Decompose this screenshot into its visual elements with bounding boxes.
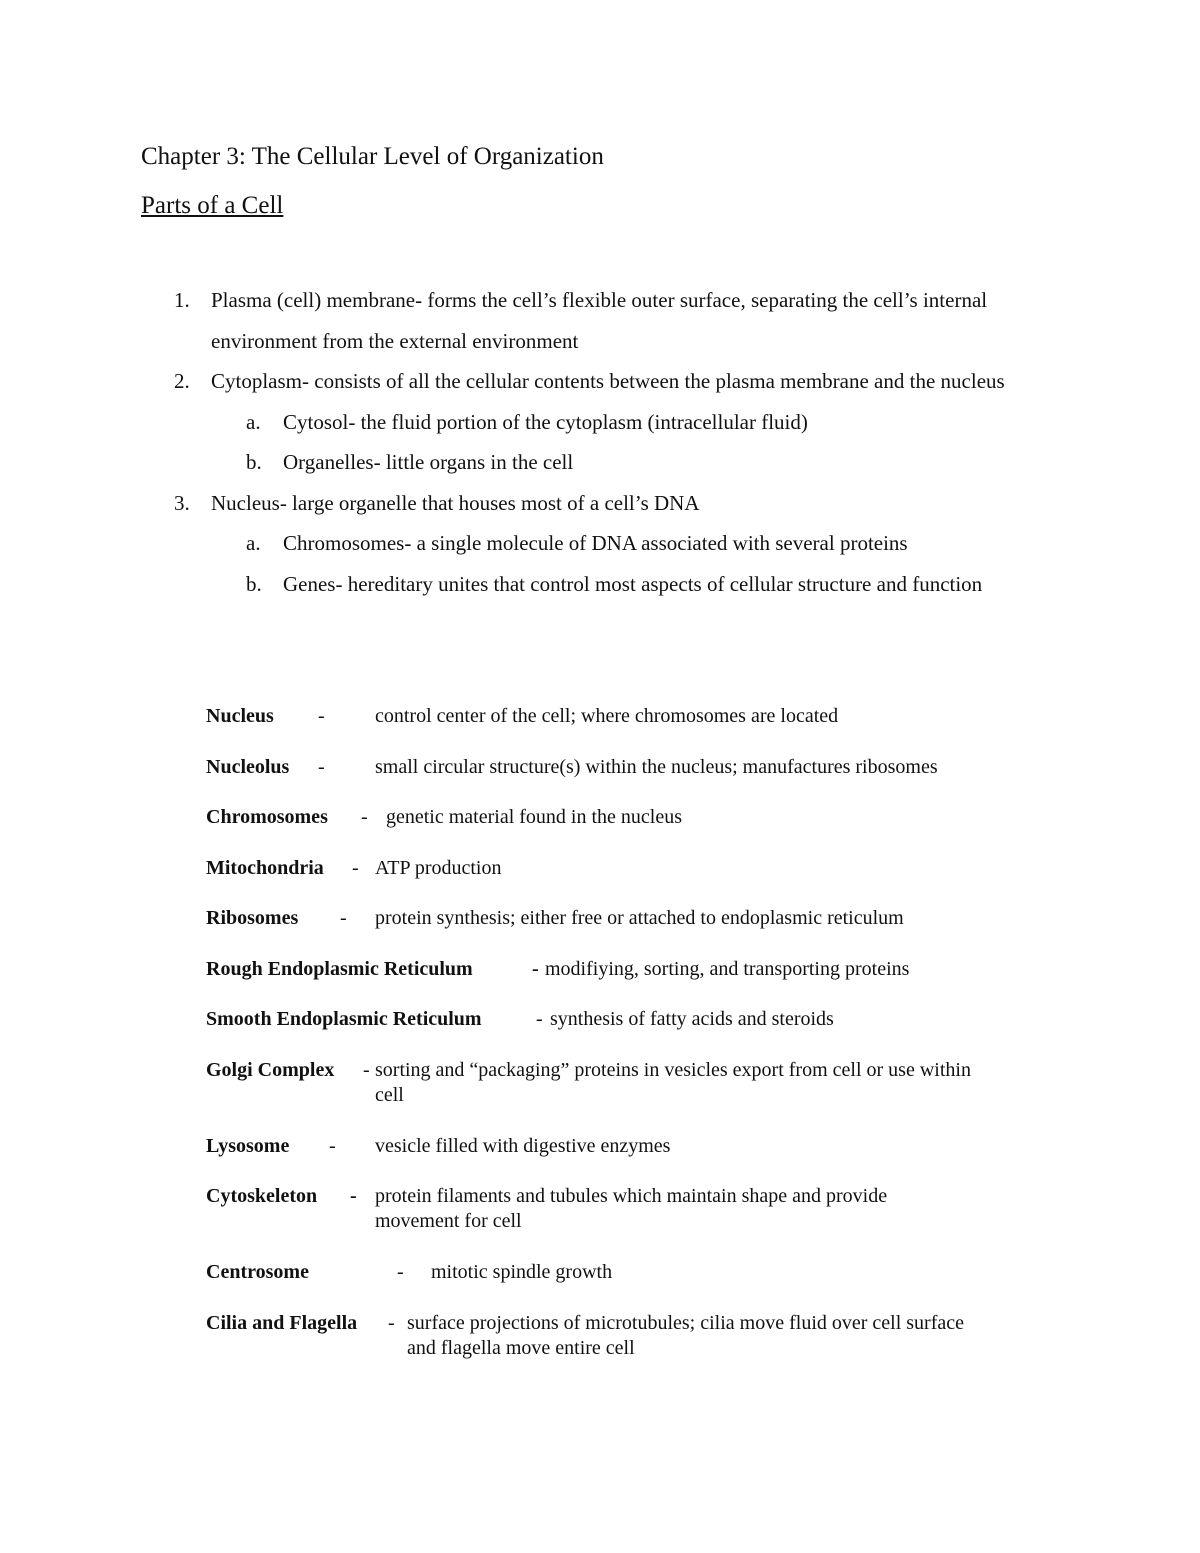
glossary-dash: - xyxy=(352,857,359,879)
list-item-text: Nucleus- large organelle that houses most of a cell’s DNA xyxy=(211,490,700,515)
glossary-dash: - xyxy=(361,806,368,828)
glossary-term: Cilia and Flagella xyxy=(206,1312,358,1334)
chapter-title: Chapter 3: The Cellular Level of Organization xyxy=(141,143,604,170)
list-item-text: Cytoplasm- consists of all the cellular contents between the plasma membrane and the nucleus xyxy=(211,369,1005,393)
glossary-dash: - xyxy=(397,1261,404,1283)
glossary-dash: - xyxy=(329,1135,336,1157)
glossary-dash: - xyxy=(388,1312,395,1334)
glossary-definition: surface projections of microtubules; cilia move fluid over cell surface and flagella move entire cell xyxy=(407,1312,965,1359)
list-item xyxy=(0,280,1041,361)
glossary-term: Centrosome xyxy=(206,1261,309,1283)
sub-list-item xyxy=(0,402,1043,443)
glossary-term: Golgi Complex xyxy=(206,1059,335,1081)
glossary-dash: - xyxy=(363,1059,370,1081)
list-item-text: Plasma (cell) membrane- forms the cell’s flexible outer surface, separating the cell’s internal environment from the external environment xyxy=(211,288,988,353)
glossary-dash: - xyxy=(536,1008,543,1030)
glossary-term: Lysosome xyxy=(206,1135,290,1157)
glossary-definition: mitotic spindle growth xyxy=(431,1261,613,1283)
section-heading: Parts of a Cell xyxy=(141,192,284,219)
glossary-definition: control center of the cell; where chromosomes are located xyxy=(375,705,839,727)
glossary-dash: - xyxy=(350,1185,357,1207)
glossary-term: Smooth Endoplasmic Reticulum xyxy=(206,1008,482,1030)
glossary-term: Ribosomes xyxy=(206,907,299,929)
sub-list-item-text: Chromosomes- a single molecule of DNA associated with several proteins xyxy=(283,531,908,555)
glossary-term: Nucleolus xyxy=(206,756,290,778)
glossary-term: Mitochondria xyxy=(206,857,324,879)
glossary-dash: - xyxy=(340,907,347,929)
glossary-term: Rough Endoplasmic Reticulum xyxy=(206,958,473,980)
sub-list-marker: a. xyxy=(246,531,261,555)
glossary-definition: protein synthesis; either free or attached to endoplasmic reticulum xyxy=(375,907,904,929)
glossary-dash: - xyxy=(318,756,325,778)
glossary-term: Cytoskeleton xyxy=(206,1185,318,1207)
glossary-definition: vesicle filled with digestive enzymes xyxy=(375,1135,671,1157)
sub-list-marker: a. xyxy=(246,409,261,434)
sub-list-marker: b. xyxy=(246,450,262,474)
glossary-term: Nucleus xyxy=(206,705,274,727)
sub-list-item xyxy=(0,442,1043,483)
glossary-definition: sorting and “packaging” proteins in vesicles export from cell or use within cell xyxy=(375,1059,971,1106)
glossary-term: Chromosomes xyxy=(206,806,328,828)
list-marker: 3. xyxy=(174,490,190,515)
glossary-dash: - xyxy=(318,705,325,727)
parts-list xyxy=(0,280,1100,604)
list-marker: 1. xyxy=(174,288,190,312)
glossary-definition: modifiying, sorting, and transporting proteins xyxy=(545,958,910,980)
glossary-definition: ATP production xyxy=(375,857,502,879)
list-item xyxy=(0,483,1041,524)
sub-list-item-text: Genes- hereditary unites that control most aspects of cellular structure and function xyxy=(283,571,983,596)
list-marker: 2. xyxy=(174,369,190,393)
sub-list-item xyxy=(0,523,1043,564)
sub-list-item-text: Organelles- little organs in the cell xyxy=(283,450,574,474)
glossary-definition: synthesis of fatty acids and steroids xyxy=(550,1008,834,1030)
glossary-definition: small circular structure(s) within the nucleus; manufactures ribosomes xyxy=(375,756,938,778)
glossary-dash: - xyxy=(532,958,539,980)
glossary-definition: genetic material found in the nucleus xyxy=(386,806,683,828)
sub-list-item xyxy=(0,564,1043,605)
glossary-definition: protein filaments and tubules which maintain shape and provide movement for cell xyxy=(375,1185,888,1232)
sub-list-item-text: Cytosol- the fluid portion of the cytoplasm (intracellular fluid) xyxy=(283,409,808,434)
sub-list-marker: b. xyxy=(246,571,262,596)
list-item xyxy=(0,361,1041,402)
